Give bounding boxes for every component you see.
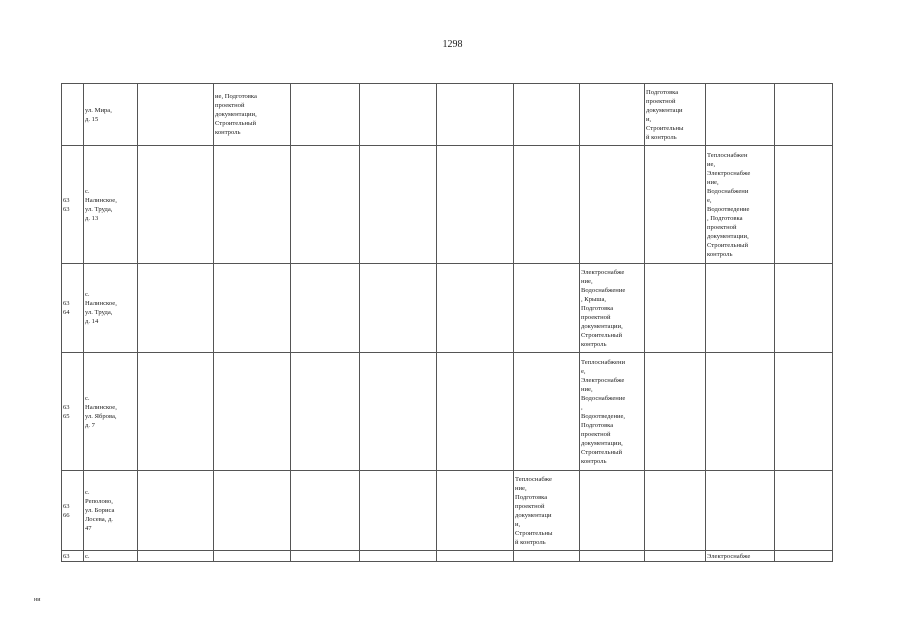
work-type-cell xyxy=(514,264,580,353)
work-type-cell xyxy=(437,84,514,146)
row-number-cell xyxy=(62,84,84,146)
work-type-cell xyxy=(360,264,437,353)
work-type-cell xyxy=(514,146,580,264)
work-type-cell xyxy=(437,471,514,551)
address-cell: с. xyxy=(84,551,138,562)
work-type-cell xyxy=(214,353,291,471)
work-type-cell xyxy=(775,84,833,146)
work-type-cell: Подготовка проектной документаци и, Строительны й контроль xyxy=(645,84,706,146)
work-type-cell xyxy=(138,471,214,551)
work-type-cell: Электроснабже ние, Водоснабжение , Крыша, Подготовка проектной документации, Строительный контроль xyxy=(580,264,645,353)
work-type-cell xyxy=(645,146,706,264)
table-row xyxy=(62,146,833,264)
work-type-cell xyxy=(706,84,775,146)
table-row xyxy=(62,353,833,471)
work-type-cell xyxy=(360,471,437,551)
address-cell: с. Налинское, ул. Труда, д. 13 xyxy=(84,146,138,264)
row-number-cell: 63 64 xyxy=(62,264,84,353)
row-number-cell: 63 65 xyxy=(62,353,84,471)
work-type-cell xyxy=(360,84,437,146)
work-type-cell: Теплоснабже ние, Подготовка проектной документаци и, Строительны й контроль xyxy=(514,471,580,551)
work-type-cell xyxy=(645,264,706,353)
work-type-cell xyxy=(580,146,645,264)
work-type-cell: Электроснабже xyxy=(706,551,775,562)
table-row xyxy=(62,264,833,353)
work-type-cell xyxy=(437,551,514,562)
work-type-cell xyxy=(360,146,437,264)
work-type-cell xyxy=(514,84,580,146)
address-cell: ул. Мира, д. 15 xyxy=(84,84,138,146)
work-type-cell xyxy=(214,551,291,562)
work-type-cell xyxy=(138,264,214,353)
work-type-cell xyxy=(775,471,833,551)
work-type-cell xyxy=(291,353,360,471)
work-type-cell xyxy=(706,264,775,353)
work-type-cell xyxy=(138,146,214,264)
work-type-cell xyxy=(360,353,437,471)
work-type-cell xyxy=(360,551,437,562)
work-type-cell xyxy=(580,84,645,146)
address-cell: с. Налинское, ул. Труда, д. 14 xyxy=(84,264,138,353)
work-type-cell xyxy=(291,146,360,264)
work-type-cell xyxy=(775,551,833,562)
work-type-cell xyxy=(291,264,360,353)
work-type-cell xyxy=(214,146,291,264)
work-type-cell xyxy=(214,264,291,353)
address-cell: с. Реполово, ул. Бориса Лосева, д. 47 xyxy=(84,471,138,551)
row-number-cell: 63 xyxy=(62,551,84,562)
work-type-cell xyxy=(580,471,645,551)
work-type-cell: Теплоснабжен ие, Электроснабже ние, Водоснабжени е, Водоотведение , Подготовка проектной документации, Строительный контроль xyxy=(706,146,775,264)
work-type-cell xyxy=(645,551,706,562)
work-type-cell xyxy=(138,84,214,146)
work-type-cell xyxy=(580,551,645,562)
work-type-cell: Теплоснабжени е, Электроснабже ние, Водоснабжение , Водоотведение, Подготовка проектной документации, Строительный контроль xyxy=(580,353,645,471)
work-type-cell xyxy=(138,353,214,471)
work-type-cell xyxy=(291,84,360,146)
work-type-cell xyxy=(214,471,291,551)
work-type-cell xyxy=(775,264,833,353)
footer-mark: ни xyxy=(34,597,41,603)
row-number-cell: 63 63 xyxy=(62,146,84,264)
work-type-cell xyxy=(645,353,706,471)
work-type-cell xyxy=(437,146,514,264)
work-type-cell xyxy=(514,353,580,471)
table-row xyxy=(62,551,833,562)
address-cell: с. Налинское, ул. Яброва, д. 7 xyxy=(84,353,138,471)
work-type-cell xyxy=(138,551,214,562)
work-type-cell xyxy=(291,551,360,562)
work-type-cell xyxy=(706,471,775,551)
page-number: 1298 xyxy=(442,39,463,50)
work-type-cell xyxy=(291,471,360,551)
work-type-cell xyxy=(514,551,580,562)
work-type-cell xyxy=(437,264,514,353)
table-row xyxy=(62,84,833,146)
work-type-cell xyxy=(775,353,833,471)
work-schedule-table xyxy=(61,83,833,562)
work-type-cell xyxy=(775,146,833,264)
work-type-cell xyxy=(645,471,706,551)
work-type-cell: ие, Подготовка проектной документации, Строительный контроль xyxy=(214,84,291,146)
work-type-cell xyxy=(437,353,514,471)
row-number-cell: 63 66 xyxy=(62,471,84,551)
work-type-cell xyxy=(706,353,775,471)
table-row xyxy=(62,471,833,551)
